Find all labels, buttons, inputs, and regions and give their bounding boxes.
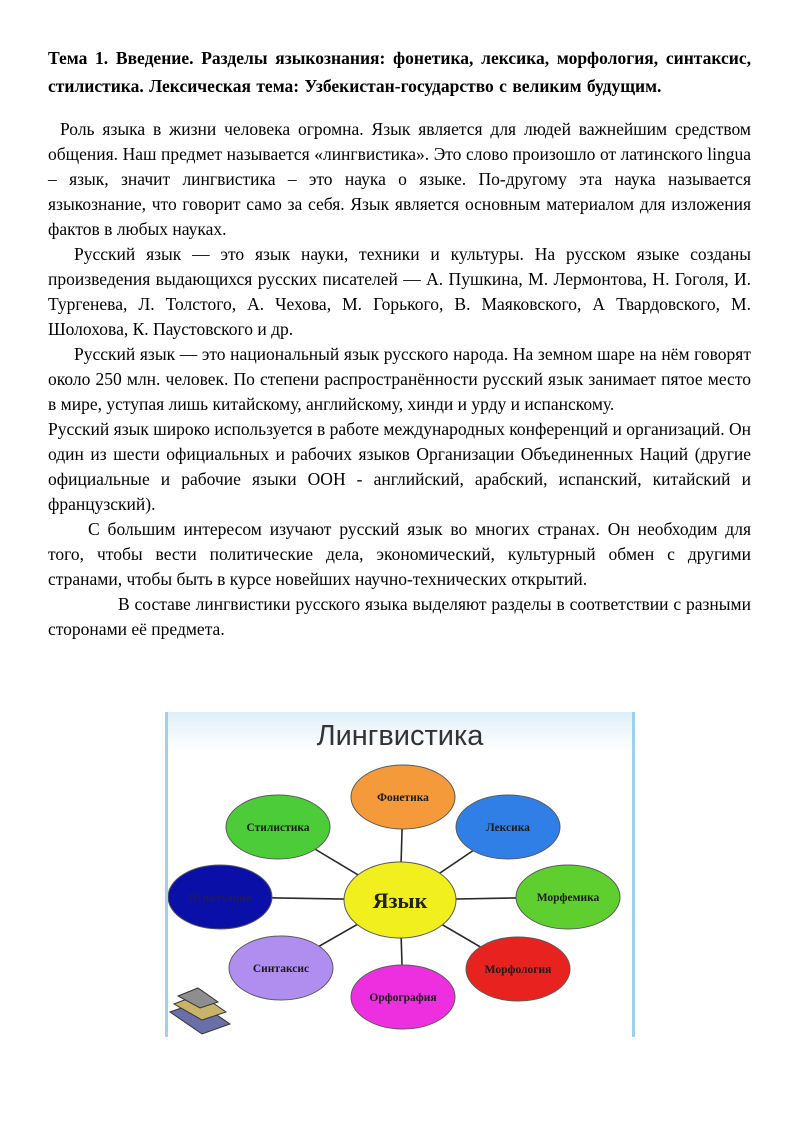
diagram-node xyxy=(226,795,330,859)
paragraph-national-language: Русский язык — это национальный язык русского народа. На земном шаре на нём говорят около 250 млн. человек. По степени распространённости русский язык занимает пятое место в мире, уступая лишь китайскому, английскому, хинди и урду и испанскому. xyxy=(48,344,751,414)
diagram-node xyxy=(456,795,560,859)
paragraph-linguistics-sections: В составе лингвистики русского языка выделяют разделы в соответствии с разными сторонами её предмета. xyxy=(48,594,751,639)
node-label: Морфемика xyxy=(536,892,600,904)
diagram-node xyxy=(351,965,455,1029)
node-label: Лексика xyxy=(486,822,530,834)
center-label: Язык xyxy=(372,888,428,913)
paragraph-role-of-language: Роль языка в жизни человека огромна. Язык является для людей важнейшим средством общения. Наш предмет называется «лингвистика». Это слово произошло от латинского lingua – язык, значит лингвистика – это наука о языке. По-другому эта наука называется языкознание, что говорит само за себя. Язык является основным материалом для изложения фактов в любых науках. xyxy=(48,119,751,239)
diagram-node xyxy=(168,865,272,929)
diagram-node xyxy=(466,937,570,1001)
diagram-canvas xyxy=(168,712,632,1037)
paragraph-international-use: Русский язык широко используется в работе международных конференций и организаций. Он один из шести официальных и рабочих языков Организации Объединенных Наций (другие официальные и рабочие языки ООН - английский, арабский, испанский, китайский и французский). xyxy=(48,419,751,514)
diagram-center-node xyxy=(344,862,456,938)
node-label: Стилистика xyxy=(246,822,310,834)
node-label: Морфология xyxy=(484,964,552,976)
document-page xyxy=(48,44,751,642)
paragraph-language-of-science: Русский язык — это язык науки, техники и культуры. На русском языке созданы произведения выдающихся русских писателей — А. Пушкина, М. Лермонтова, Н. Гоголя, И. Тургенева, Л. Толстого, А. Чехова, М. Горького, В. Маяковского, А Твардовского, М. Шолохова, К. Паустовского и др. xyxy=(48,244,751,339)
diagram-node xyxy=(351,765,455,829)
books-icon xyxy=(170,988,230,1034)
diagram-node xyxy=(229,936,333,1000)
linguistics-diagram xyxy=(165,712,635,1037)
node-label: Синтаксис xyxy=(252,963,310,975)
node-label: Фонетика xyxy=(377,792,429,804)
paragraph-interest-abroad: С большим интересом изучают русский язык во многих странах. Он необходим для того, чтобы вести политические дела, экономический, культурный обмен с другими странами, чтобы быть в курсе новейших научно-технических открытий. xyxy=(48,519,751,589)
node-label: Орфография xyxy=(369,992,437,1004)
diagram-node xyxy=(516,865,620,929)
node-label: Пунктуация xyxy=(187,892,253,904)
document-heading: Тема 1. Введение. Разделы языкознания: фонетика, лексика, морфология, синтаксис, стилистика. Лексическая тема: Узбекистан-государство с великим будущим. xyxy=(48,48,751,96)
diagram-title: Лингвистика xyxy=(316,720,484,752)
